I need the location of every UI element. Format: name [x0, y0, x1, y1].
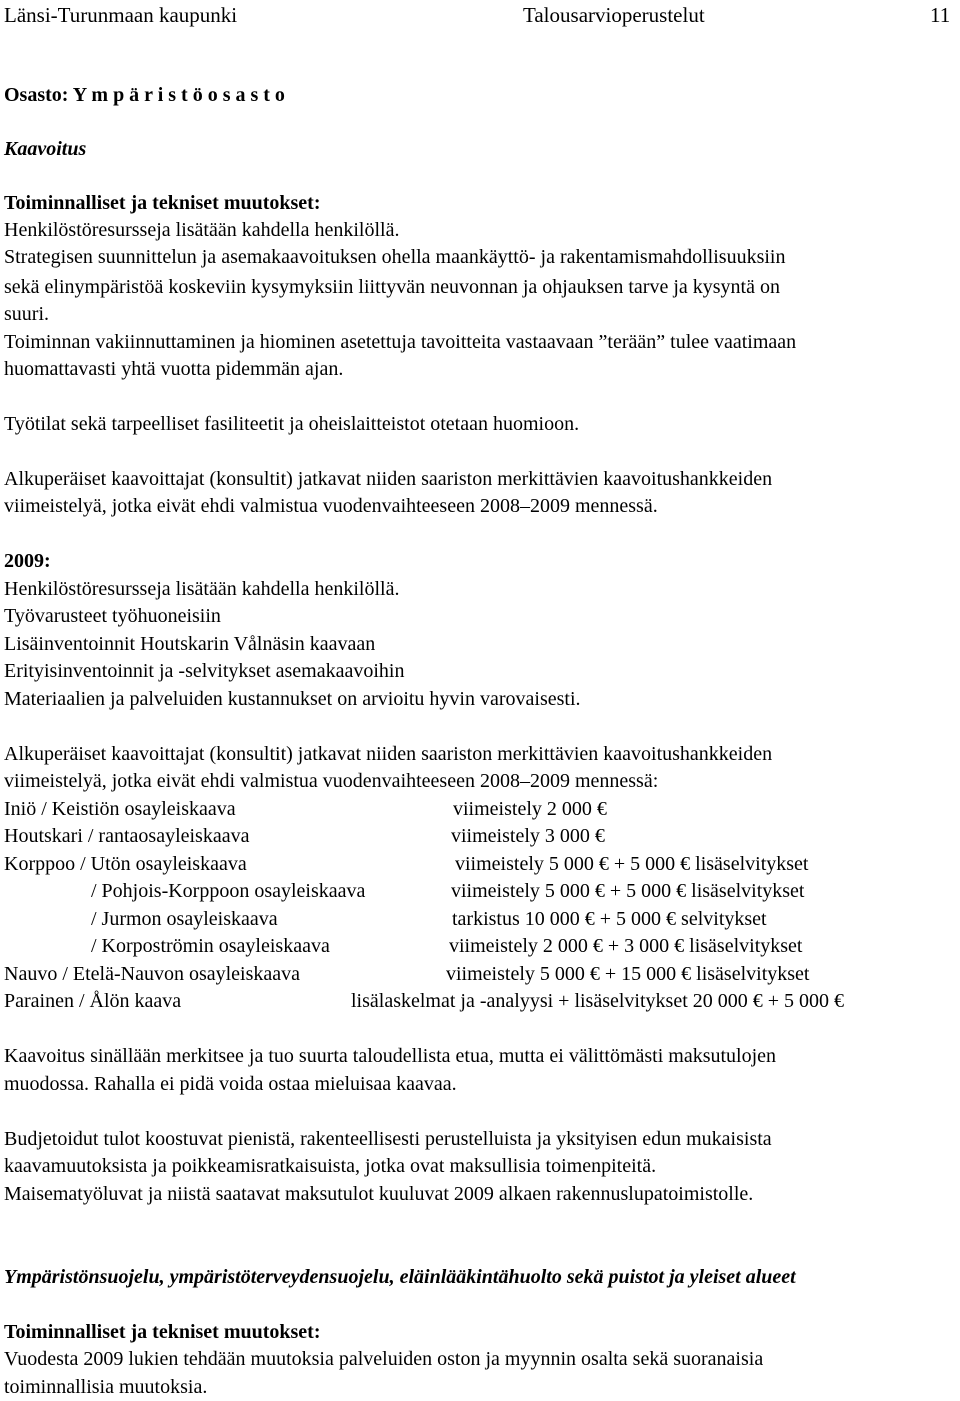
- budget-paragraph-line: kaavamuutoksista ja poikkeamisratkaisuista, jotka ovat maksullisia toimenpiteitä.: [4, 1155, 657, 1177]
- plan-cost: viimeistely 2 000 €: [453, 798, 607, 820]
- year-item: Erityisinventoinnit ja -selvitykset asemakaavoihin: [4, 660, 405, 682]
- plan-row: [0, 906, 960, 933]
- plan-cost: viimeistely 3 000 €: [451, 825, 605, 847]
- section-title-kaavoitus: Kaavoitus: [4, 138, 87, 160]
- plan-name: Houtskari / rantaosayleiskaava: [4, 825, 250, 847]
- plan-cost: viimeistely 5 000 € + 15 000 € lisäselvitykset: [446, 963, 810, 985]
- plan-name: / Korpoströmin osayleiskaava: [91, 935, 330, 957]
- plan-name: Korppoo / Utön osayleiskaava: [4, 853, 247, 875]
- year-heading: 2009:: [4, 550, 51, 572]
- changes-heading: Toiminnalliset ja tekniset muutokset:: [4, 192, 321, 214]
- plan-name: Nauvo / Etelä-Nauvon osayleiskaava: [4, 963, 301, 985]
- paragraph-line: Strategisen suunnittelun ja asemakaavoituksen ohella maankäyttö- ja rakentamismahdollisuuksiin: [4, 246, 786, 268]
- section-title-environment: Ympäristönsuojelu, ympäristöterveydensuojelu, eläinlääkintähuolto sekä puistot ja yleiset alueet: [4, 1266, 796, 1288]
- consultants-paragraph-line: Alkuperäiset kaavoittajat (konsultit) jatkavat niiden saariston merkittävien kaavoitushankkeiden: [4, 743, 773, 765]
- department-heading: Osasto: Y m p ä r i s t ö o s a s t o: [4, 84, 285, 106]
- plan-cost: viimeistely 5 000 € + 5 000 € lisäselvitykset: [451, 880, 805, 902]
- paragraph-line: sekä elinympäristöä koskeviin kysymyksiin liittyvän neuvonnan ja ohjauksen tarve ja kysyntä on: [4, 276, 780, 298]
- plan-row: [0, 851, 960, 878]
- plan-cost: viimeistely 2 000 € + 3 000 € lisäselvitykset: [449, 935, 803, 957]
- plan-name: / Jurmon osayleiskaava: [91, 908, 278, 930]
- workspace-sentence: Työtilat sekä tarpeelliset fasiliteetit ja oheislaitteistot otetaan huomioon.: [4, 413, 580, 435]
- header-municipality: Länsi-Turunmaan kaupunki: [4, 3, 238, 27]
- plan-row: [0, 933, 960, 960]
- year-item: Työvarusteet työhuoneisiin: [4, 605, 221, 627]
- header-page-number: 11: [930, 3, 951, 27]
- plan-row: [0, 796, 960, 823]
- consultants-paragraph-line: viimeistelyä, jotka eivät ehdi valmistua vuodenvaihteeseen 2008–2009 mennessä:: [4, 770, 659, 792]
- plan-name: / Pohjois-Korppoon osayleiskaava: [91, 880, 366, 902]
- final-paragraph-line: Vuodesta 2009 lukien tehdään muutoksia palveluiden oston ja myynnin osalta sekä suoranaisia: [4, 1348, 764, 1370]
- consultants-paragraph-line: Alkuperäiset kaavoittajat (konsultit) jatkavat niiden saariston merkittävien kaavoitushankkeiden: [4, 468, 773, 490]
- plan-cost: lisälaskelmat ja -analyysi + lisäselvitykset 20 000 € + 5 000 €: [351, 990, 845, 1012]
- plan-row: [0, 988, 960, 1015]
- header-document-title: Talousarvioperustelut: [523, 3, 705, 27]
- consultants-paragraph-line: viimeistelyä, jotka eivät ehdi valmistua vuodenvaihteeseen 2008–2009 mennessä.: [4, 495, 658, 517]
- plan-cost: tarkistus 10 000 € + 5 000 € selvitykset: [452, 908, 767, 930]
- plan-row: [0, 823, 960, 850]
- paragraph-line: Toiminnan vakiinnuttaminen ja hiominen asetettuja tavoitteita vastaavaan ”terään” tulee vaatimaan: [4, 331, 797, 353]
- paragraph-line: huomattavasti yhtä vuotta pidemmän ajan.: [4, 358, 344, 380]
- plan-name: Iniö / Keistiön osayleiskaava: [4, 798, 236, 820]
- zoning-paragraph-line: muodossa. Rahalla ei pidä voida ostaa mieluisaa kaavaa.: [4, 1073, 457, 1095]
- year-item: Henkilöstöresursseja lisätään kahdella henkilöllä.: [4, 578, 400, 600]
- year-item: Lisäinventoinnit Houtskarin Vålnäsin kaavaan: [4, 633, 376, 655]
- paragraph-line: Henkilöstöresursseja lisätään kahdella henkilöllä.: [4, 219, 400, 241]
- paragraph-line: suuri.: [4, 303, 49, 325]
- plan-row: [0, 961, 960, 988]
- plan-name: Parainen / Ålön kaava: [4, 990, 182, 1012]
- changes-heading: Toiminnalliset ja tekniset muutokset:: [4, 1321, 321, 1343]
- zoning-paragraph-line: Kaavoitus sinällään merkitsee ja tuo suurta taloudellista etua, mutta ei välittömästi maksutulojen: [4, 1045, 777, 1067]
- plan-cost: viimeistely 5 000 € + 5 000 € lisäselvitykset: [455, 853, 809, 875]
- final-paragraph-line: toiminnallisia muutoksia.: [4, 1376, 208, 1398]
- year-item: Materiaalien ja palveluiden kustannukset on arvioitu hyvin varovaisesti.: [4, 688, 581, 710]
- budget-paragraph-line: Maisematyöluvat ja niistä saatavat maksutulot kuuluvat 2009 alkaen rakennuslupatoimistolle.: [4, 1183, 754, 1205]
- plan-row: [0, 878, 960, 905]
- budget-paragraph-line: Budjetoidut tulot koostuvat pienistä, rakenteellisesti perustelluista ja yksityisen edun mukaisista: [4, 1128, 772, 1150]
